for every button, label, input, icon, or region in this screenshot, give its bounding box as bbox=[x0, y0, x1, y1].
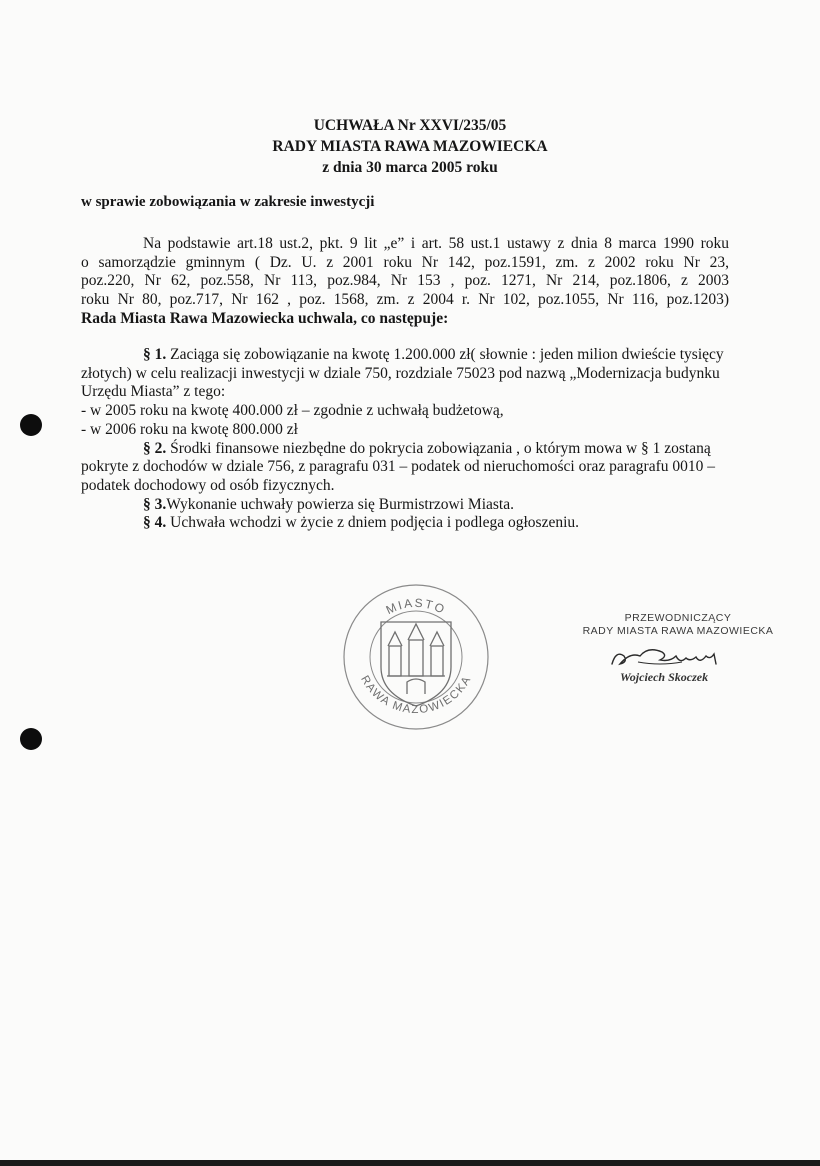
section-1-item-2005: - w 2005 roku na kwotę 400.000 zł – zgodnie z uchwałą budżetową, bbox=[81, 402, 504, 420]
chairman-title-line1: PRZEWODNICZĄCY bbox=[624, 612, 732, 624]
chairman-name-stamp: Wojciech Skoczek bbox=[620, 670, 709, 684]
section-4-mark: § 4. bbox=[143, 514, 167, 532]
legal-basis-line: roku Nr 80, poz.717, Nr 162 , poz. 1568, zm. z 2004 r. Nr 102, poz.1055, Nr 116, poz.1203) bbox=[81, 291, 729, 309]
resolution-number: UCHWAŁA Nr XXVI/235/05 bbox=[313, 117, 507, 134]
punch-hole-top bbox=[20, 414, 42, 436]
stamp-bottom-text: RAWA MAZOWIECKA bbox=[358, 673, 474, 717]
council-name: RADY MIASTA RAWA MAZOWIECKA bbox=[272, 138, 548, 155]
section-4-text: Uchwała wchodzi w życie z dniem podjęcia i podlega ogłoszeniu. bbox=[166, 514, 580, 532]
section-3 bbox=[81, 496, 729, 515]
resolution-header bbox=[180, 115, 640, 178]
section-3-mark: § 3. bbox=[143, 495, 167, 513]
svg-text:RAWA MAZOWIECKA bbox=[358, 674, 474, 716]
resolution-subject: w sprawie zobowiązania w zakresie inwestycji bbox=[81, 194, 375, 210]
city-seal-stamp bbox=[341, 582, 491, 732]
chairman-title-line2: RADY MIASTA RAWA MAZOWIECKA bbox=[582, 625, 774, 637]
punch-hole-bottom bbox=[20, 728, 42, 750]
coat-of-arms-icon bbox=[381, 622, 451, 706]
handwritten-signature-icon bbox=[610, 642, 730, 672]
section-1 bbox=[81, 346, 729, 402]
legal-basis-line: poz.220, Nr 62, poz.558, Nr 113, poz.984, Nr 153 , poz. 1271, Nr 214, poz.1806, z 2003 bbox=[81, 272, 729, 290]
resolution-sections bbox=[81, 346, 729, 533]
section-1-mark: § 1. bbox=[143, 346, 167, 363]
svg-text:MIASTO bbox=[384, 596, 449, 617]
section-2-text: Środki finansowe niezbędne do pokrycia zobowiązania , o którym mowa w § 1 zostaną pokryte z dochodów w dziale 756, z paragrafu 031 – podatek od nieruchomości oraz paragrafu 0010 – podatek dochodowy od osób fizycznych. bbox=[81, 439, 715, 494]
chairman-title bbox=[578, 612, 778, 638]
section-4 bbox=[81, 514, 729, 533]
stamp-top-text: MIASTO bbox=[383, 595, 449, 618]
chairman-signature-block bbox=[578, 612, 778, 684]
section-3-text: Wykonanie uchwały powierza się Burmistrzowi Miasta. bbox=[166, 495, 514, 513]
section-2 bbox=[81, 440, 729, 496]
section-1-item-2006: - w 2006 roku na kwotę 800.000 zł bbox=[81, 420, 298, 438]
legal-basis-line: Na podstawie art.18 ust.2, pkt. 9 lit „e” i art. 58 ust.1 ustawy z dnia 8 marca 1990 roku bbox=[143, 235, 729, 252]
legal-basis bbox=[81, 235, 729, 329]
section-1-text: Zaciąga się zobowiązanie na kwotę 1.200.000 zł( słownie : jeden milion dwieście tysięcy złotych) w celu realizacji inwestycji w dziale 750, rozdziale 75023 pod nazwą „Modernizacja budynku Urzędu Miasta” z tego: bbox=[81, 346, 724, 401]
legal-basis-line: o samorządzie gminnym ( Dz. U. z 2001 roku Nr 142, poz.1591, zm. z 2002 roku Nr 23, bbox=[81, 253, 729, 271]
resolution-date: z dnia 30 marca 2005 roku bbox=[322, 159, 498, 176]
scan-bottom-edge bbox=[0, 1160, 820, 1166]
section-2-mark: § 2. bbox=[143, 439, 167, 457]
enacting-clause: Rada Miasta Rawa Mazowiecka uchwala, co następuje: bbox=[81, 309, 449, 327]
